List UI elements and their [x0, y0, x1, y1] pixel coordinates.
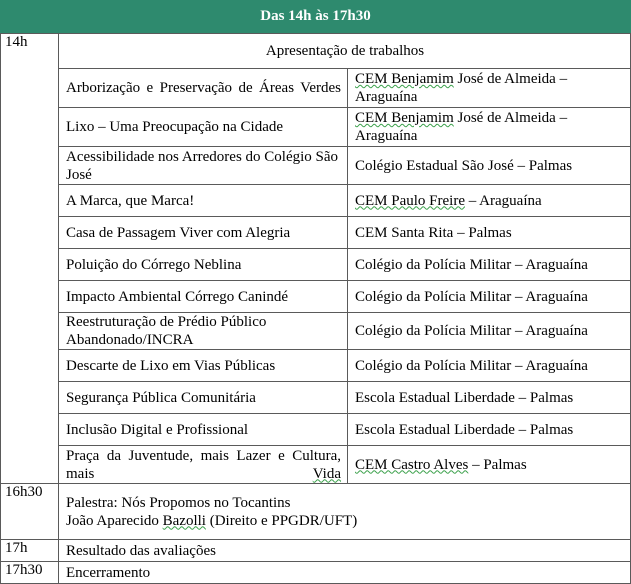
schedule-header: [0, 0, 631, 33]
school-cell: Colégio Estadual São José – Palmas: [348, 147, 631, 185]
school-cell: CEM Benjamim José de Almeida – Araguaína: [348, 69, 631, 108]
project-cell: Impacto Ambiental Córrego Canindé: [59, 281, 348, 313]
project-cell: Praça da Juventude, mais Lazer e Cultura, mais Vida: [59, 446, 348, 484]
school-cell: CEM Castro Alves – Palmas: [348, 446, 631, 484]
project-cell: A Marca, que Marca!: [59, 185, 348, 217]
time-cell-16h30: 16h30: [1, 484, 59, 540]
lecture-title: Palestra: Nós Propomos no Tocantins: [66, 494, 291, 511]
results-cell: Resultado das avaliações: [59, 540, 631, 562]
project-cell: Acessibilidade nos Arredores do Colégio São José: [59, 147, 348, 185]
school-cell: Escola Estadual Liberdade – Palmas: [348, 382, 631, 414]
section-title: Apresentação de trabalhos: [59, 34, 631, 69]
school-cell: Colégio da Polícia Militar – Araguaína: [348, 249, 631, 281]
school-cell: Colégio da Polícia Militar – Araguaína: [348, 281, 631, 313]
school-cell: CEM Santa Rita – Palmas: [348, 217, 631, 249]
time-cell-17h: 17h: [1, 540, 59, 562]
time-cell-17h30: 17h30: [1, 562, 59, 584]
school-cell: Escola Estadual Liberdade – Palmas: [348, 414, 631, 446]
project-cell: Arborização e Preservação de Áreas Verdes: [59, 69, 348, 108]
project-cell: Lixo – Uma Preocupação na Cidade: [59, 108, 348, 147]
school-cell: Colégio da Polícia Militar – Araguaína: [348, 350, 631, 382]
school-cell: CEM Benjamim José de Almeida – Araguaína: [348, 108, 631, 147]
project-cell: Segurança Pública Comunitária: [59, 382, 348, 414]
project-cell: Descarte de Lixo em Vias Públicas: [59, 350, 348, 382]
project-cell: Reestruturação de Prédio Público Abandonado/INCRA: [59, 313, 348, 350]
project-cell: Casa de Passagem Viver com Alegria: [59, 217, 348, 249]
project-cell: Inclusão Digital e Profissional: [59, 414, 348, 446]
school-cell: CEM Paulo Freire – Araguaína: [348, 185, 631, 217]
school-cell: Colégio da Polícia Militar – Araguaína: [348, 313, 631, 350]
lecture-cell: [59, 484, 631, 540]
lecture-speaker: João Aparecido Bazolli (Direito e PPGDR/UFT): [66, 512, 358, 529]
schedule-header-title: Das 14h às 17h30: [260, 8, 371, 24]
project-cell: Poluição do Córrego Neblina: [59, 249, 348, 281]
schedule-table: [0, 33, 631, 584]
time-cell-14h: 14h: [1, 34, 59, 484]
closing-cell: Encerramento: [59, 562, 631, 584]
